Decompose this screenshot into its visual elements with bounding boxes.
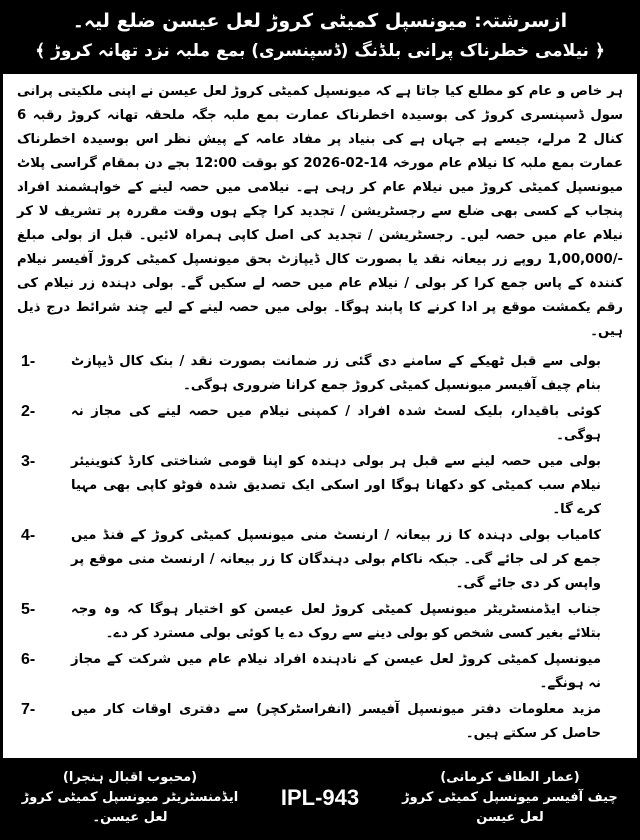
notice-body xyxy=(3,74,637,758)
condition-number: 1- xyxy=(21,353,36,370)
notice-title: ﴿ نیلامی خطرناک پرانی بلڈنگ (ڈسپنسری) بمع ملبہ نزد تھانہ کروڑ ﴾ xyxy=(35,41,605,61)
condition-number: 2- xyxy=(21,403,36,420)
condition-text: میونسپل کمیٹی کروڑ لعل عیسن کے نادہندہ افراد نیلام عام میں شرکت کے مجاز نہ ہونگے۔ xyxy=(71,652,601,691)
signatory-title: چیف آفیسر میونسپل کمیٹی کروڑ لعل عیسن xyxy=(402,790,618,825)
ipl-code: IPL-943 xyxy=(280,785,360,810)
condition-item xyxy=(17,648,623,696)
notice-paragraph: ہر خاص و عام کو مطلع کیا جاتا ہے کہ میونسپل کمیٹی کروڑ لعل عیسن نے اپنی ملکیتی پرانی سول ڈسپنسری کروڑ کی بوسیدہ اخطرناک عمارت بمع ملبہ جگہ ملحقہ تھانہ کروڑ رقبہ 6 کنال 2 مرلے، جیسے ہے جہاں ہے کی بنیاد پر مفاد عامہ کے پیش نظر اس بوسیدہ اخطرناک عمارت بمع ملبہ کا نیلام عام مورخہ 14-02-2026 کو بوقت 12:00 بجے دن بمقام گراسی پلاٹ میونسپل کمیٹی کروڑ میں نیلام عام کر رہی ہے۔ نیلامی میں حصہ لینے کے خواہشمند افراد پنجاب کے کسی بھی ضلع سے رجسٹریشن / تجدید کرا چکے ہوں وقت مقررہ پر تشریف لا کر نیلام عام میں حصہ لیں۔ رجسٹریشن / تجدید کی اصل کاپی ہمراہ لائیں۔ قبل از بولی مبلغ -/1,00,000 روپے زر بیعانہ نقد یا بصورت کال ڈیپازٹ بحق میونسپل کمیٹی کروڑ آفیسر نیلام کنندہ کے پاس جمع کرا کر بولی / نیلام عام میں حصہ لے سکیں گے۔ بولی دہندہ زر نیلام کی رقم یکمشت موقع پر ادا کرنے کا پابند ہوگا۔ بولی میں حصہ لینے کے لیے چند شرائط درج ذیل ہیں۔ xyxy=(17,84,624,339)
condition-text: کامیاب بولی دہندہ کا زر بیعانہ / ارنسٹ منی میونسپل کمیٹی کروڑ کے فنڈ میں جمع کر لی جائے گی۔ جبکہ ناکام بولی دہندگان کا زر بیعانہ / ارنسٹ منی موقع پر واپس کر دی جائے گی۔ xyxy=(71,528,601,591)
condition-text: جناب ایڈمنسٹریٹر میونسپل کمیٹی کروڑ لعل عیسن کو اختیار ہوگا کہ وہ وجہ بتلائے بغیر کسی شخص کو بولی دینے سے روک دے یا کوئی بولی مسترد کر دے۔ xyxy=(71,602,601,641)
condition-item xyxy=(17,350,623,398)
condition-number: 6- xyxy=(21,651,36,668)
administrator-signature xyxy=(10,768,250,828)
notice-header xyxy=(0,0,640,74)
signatory-name: (عمار الطاف کرمانی) xyxy=(440,770,580,785)
condition-text: بولی میں حصہ لینے سے قبل ہر بولی دہندہ کو اپنا قومی شناختی کارڈ کنوینیئر نیلام سب کمیٹی کو دکھانا ہوگا اور اسکی ایک تصدیق شدہ فوٹو کاپی بھی مہیا کرے گا۔ xyxy=(71,454,601,517)
conditions-list xyxy=(17,350,623,746)
issuing-authority: ازسرشتہ: میونسپل کمیٹی کروڑ لعل عیسن ضلع لیہ۔ xyxy=(72,10,568,32)
condition-number: 4- xyxy=(21,527,36,544)
notice-footer xyxy=(0,758,640,840)
condition-text: کوئی باقیدار، بلیک لسٹ شدہ افراد / کمپنی نیلام میں حصہ لینے کی مجاز نہ ہوگی۔ xyxy=(71,404,601,443)
signatory-name: (محبوب اقبال ہنجرا) xyxy=(62,770,198,785)
condition-item xyxy=(17,400,623,448)
condition-text: مزید معلومات دفتر میونسپل آفیسر (انفراسٹرکچر) سے دفتری اوقات کار میں حاصل کر سکتے ہیں۔ xyxy=(71,702,601,741)
chief-officer-signature xyxy=(390,768,630,828)
condition-number: 5- xyxy=(21,601,36,618)
condition-number: 7- xyxy=(21,701,36,718)
condition-item xyxy=(17,698,623,746)
condition-text: بولی سے قبل ٹھیکے کے سامنے دی گئی زر ضمانت بصورت نقد / بنک کال ڈیپازٹ بنام چیف آفیسر میونسپل کمیٹی کروڑ جمع کرانا ضروری ہوگی۔ xyxy=(71,354,601,393)
condition-item xyxy=(17,598,623,646)
condition-item xyxy=(17,450,623,522)
condition-number: 3- xyxy=(21,453,36,470)
condition-item xyxy=(17,524,623,596)
signatory-title: ایڈمنسٹریٹر میونسپل کمیٹی کروڑ لعل عیسن۔ xyxy=(21,790,239,825)
